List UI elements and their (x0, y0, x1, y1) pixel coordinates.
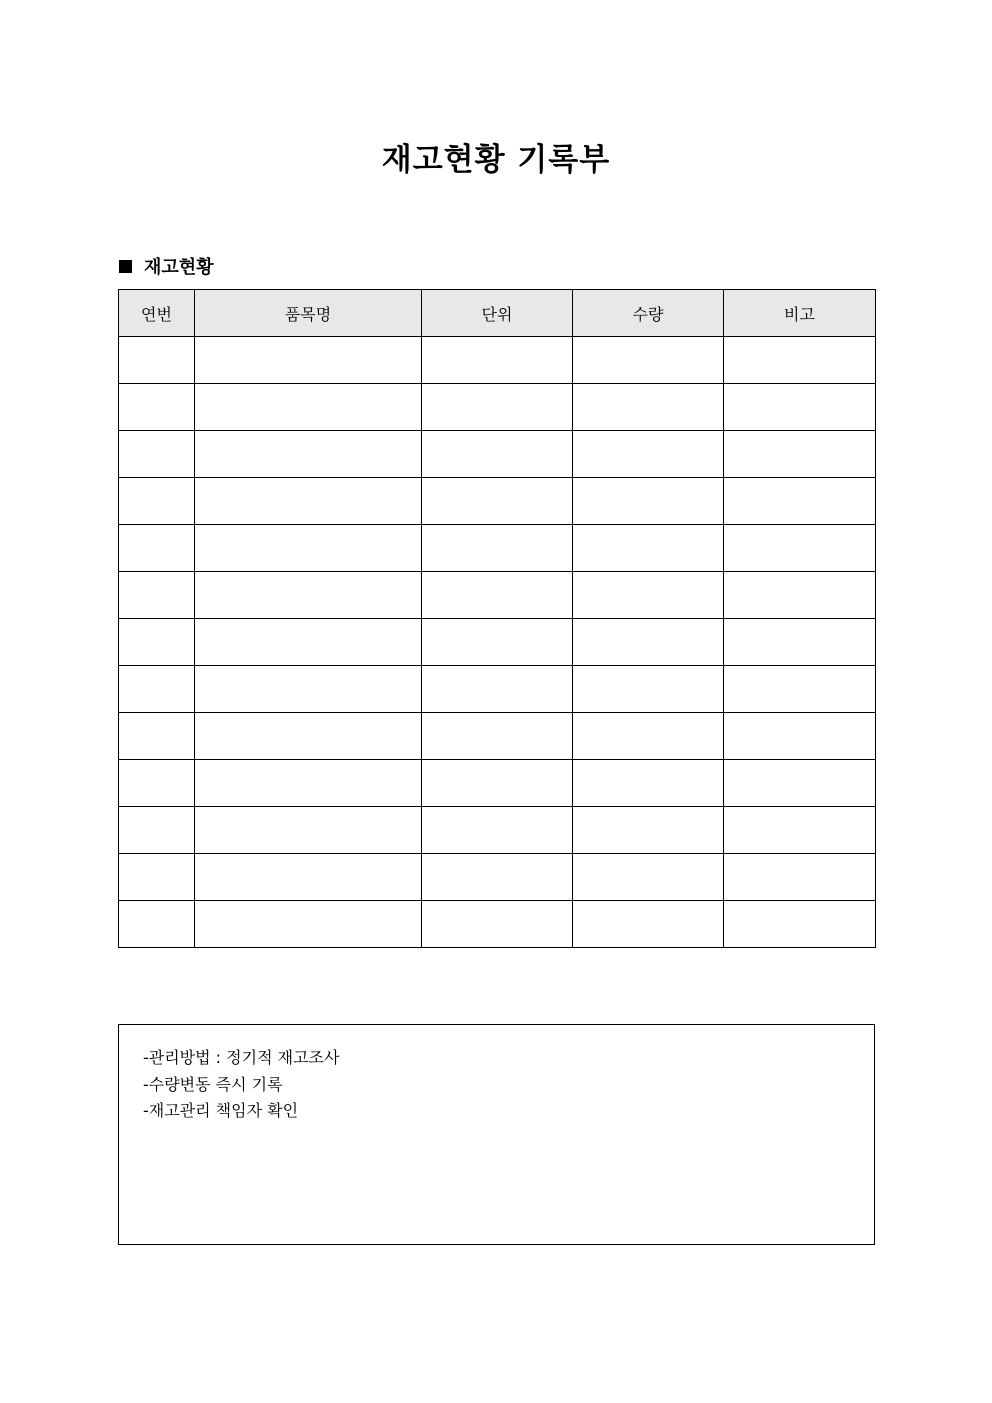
cell-unit[interactable] (422, 713, 573, 760)
cell-no[interactable] (119, 666, 195, 713)
cell-item-name[interactable] (195, 572, 422, 619)
cell-item-name[interactable] (195, 666, 422, 713)
cell-item-name[interactable] (195, 713, 422, 760)
cell-item-name[interactable] (195, 525, 422, 572)
cell-remarks[interactable] (724, 572, 876, 619)
cell-no[interactable] (119, 431, 195, 478)
cell-no[interactable] (119, 901, 195, 948)
cell-remarks[interactable] (724, 478, 876, 525)
cell-unit[interactable] (422, 666, 573, 713)
cell-no[interactable] (119, 384, 195, 431)
cell-item-name[interactable] (195, 760, 422, 807)
cell-unit[interactable] (422, 478, 573, 525)
cell-item-name[interactable] (195, 431, 422, 478)
table-row (119, 807, 876, 854)
cell-quantity[interactable] (573, 572, 724, 619)
cell-remarks[interactable] (724, 525, 876, 572)
cell-remarks[interactable] (724, 807, 876, 854)
cell-no[interactable] (119, 337, 195, 384)
cell-no[interactable] (119, 854, 195, 901)
cell-quantity[interactable] (573, 666, 724, 713)
table-row (119, 666, 876, 713)
cell-no[interactable] (119, 572, 195, 619)
cell-quantity[interactable] (573, 854, 724, 901)
cell-unit[interactable] (422, 854, 573, 901)
notes-list (119, 1025, 874, 1125)
cell-unit[interactable] (422, 760, 573, 807)
cell-remarks[interactable] (724, 901, 876, 948)
table-body (119, 337, 876, 948)
cell-item-name[interactable] (195, 619, 422, 666)
table-row (119, 854, 876, 901)
cell-quantity[interactable] (573, 760, 724, 807)
table-row (119, 572, 876, 619)
cell-quantity[interactable] (573, 619, 724, 666)
table-header-row (119, 290, 876, 337)
note-item: -재고관리 책임자 확인 (143, 1101, 299, 1120)
cell-no[interactable] (119, 760, 195, 807)
table-row (119, 337, 876, 384)
cell-remarks[interactable] (724, 431, 876, 478)
section-heading (119, 253, 214, 279)
filled-square-icon (119, 260, 132, 273)
cell-quantity[interactable] (573, 807, 724, 854)
column-header-item-name: 품목명 (195, 290, 422, 337)
cell-quantity[interactable] (573, 384, 724, 431)
cell-unit[interactable] (422, 337, 573, 384)
cell-remarks[interactable] (724, 384, 876, 431)
table-row (119, 431, 876, 478)
cell-item-name[interactable] (195, 337, 422, 384)
table-row (119, 478, 876, 525)
note-item: -관리방법 : 정기적 재고조사 (143, 1048, 340, 1067)
cell-unit[interactable] (422, 619, 573, 666)
cell-unit[interactable] (422, 525, 573, 572)
cell-no[interactable] (119, 525, 195, 572)
cell-remarks[interactable] (724, 337, 876, 384)
cell-no[interactable] (119, 807, 195, 854)
cell-quantity[interactable] (573, 337, 724, 384)
inventory-table (118, 289, 876, 948)
table-row (119, 901, 876, 948)
note-item: -수량변동 즉시 기록 (143, 1074, 283, 1094)
cell-remarks[interactable] (724, 619, 876, 666)
cell-quantity[interactable] (573, 901, 724, 948)
cell-item-name[interactable] (195, 478, 422, 525)
cell-unit[interactable] (422, 572, 573, 619)
cell-unit[interactable] (422, 901, 573, 948)
cell-quantity[interactable] (573, 525, 724, 572)
cell-item-name[interactable] (195, 807, 422, 854)
cell-quantity[interactable] (573, 713, 724, 760)
cell-remarks[interactable] (724, 760, 876, 807)
column-header-no: 연번 (119, 290, 195, 337)
table-row (119, 619, 876, 666)
cell-remarks[interactable] (724, 713, 876, 760)
cell-no[interactable] (119, 478, 195, 525)
cell-unit[interactable] (422, 431, 573, 478)
cell-quantity[interactable] (573, 478, 724, 525)
cell-no[interactable] (119, 619, 195, 666)
table-row (119, 525, 876, 572)
cell-unit[interactable] (422, 807, 573, 854)
column-header-remarks: 비고 (724, 290, 876, 337)
cell-item-name[interactable] (195, 384, 422, 431)
table-row (119, 384, 876, 431)
table-row (119, 760, 876, 807)
cell-unit[interactable] (422, 384, 573, 431)
cell-quantity[interactable] (573, 431, 724, 478)
column-header-quantity: 수량 (573, 290, 724, 337)
cell-remarks[interactable] (724, 854, 876, 901)
notes-box (118, 1024, 875, 1245)
table-row (119, 713, 876, 760)
section-heading-label: 재고현황 (144, 257, 214, 278)
document-title: 재고현황 기록부 (381, 142, 611, 178)
column-header-unit: 단위 (422, 290, 573, 337)
cell-no[interactable] (119, 713, 195, 760)
cell-item-name[interactable] (195, 854, 422, 901)
cell-item-name[interactable] (195, 901, 422, 948)
cell-remarks[interactable] (724, 666, 876, 713)
